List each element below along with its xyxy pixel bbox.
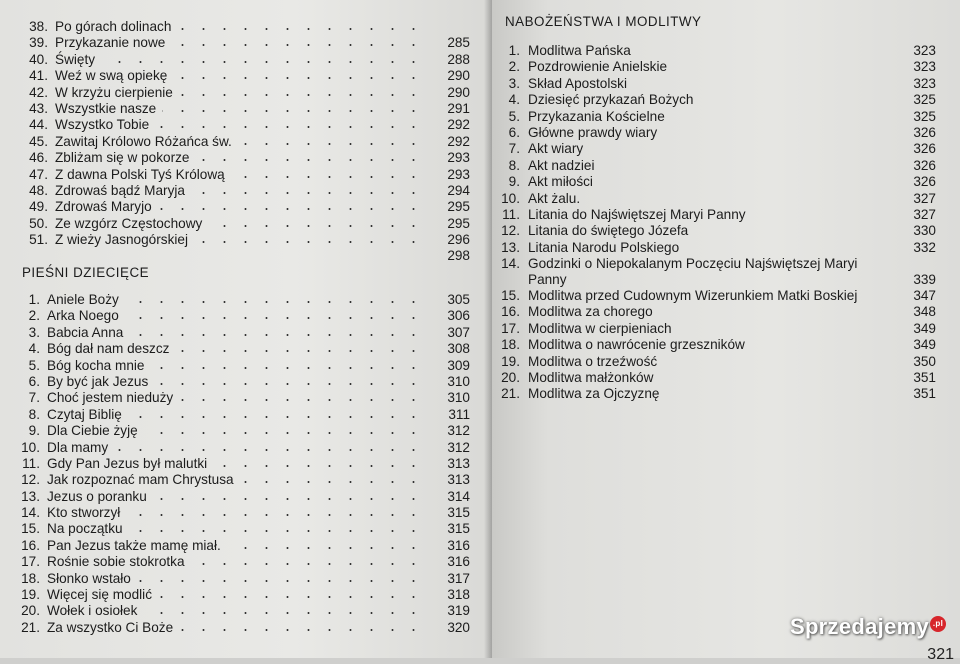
entry-title: Za wszystko Ci Boże [47, 619, 174, 635]
toc-entry [14, 325, 470, 341]
entry-page-number: 332 [913, 239, 936, 255]
entry-title: Litania do świętego Józefa [528, 223, 689, 239]
toc-entry [14, 358, 470, 374]
dot-leader [137, 580, 424, 582]
dot-leader [194, 241, 424, 243]
dot-leader [154, 383, 424, 385]
entry-page-number: 305 [447, 292, 470, 307]
entry-number: 3. [508, 75, 520, 91]
entry-page-number: 288 [447, 51, 470, 67]
toc-entry [492, 386, 936, 402]
entry-page-number: 317 [447, 570, 470, 586]
entry-title: Rośnie sobie stokrotka [47, 554, 185, 570]
entry-page-number: 285 [447, 35, 470, 51]
entry-number: 7. [508, 141, 520, 157]
section-heading-prayers: NABOŻEŃSTWA I MODLITWY [505, 14, 702, 29]
entry-number: 8. [28, 406, 40, 422]
entry-page-number: 298 [447, 248, 470, 264]
toc-entry [14, 620, 470, 636]
toc-entry [492, 223, 936, 239]
toc-entry [492, 92, 936, 108]
entry-title: Kto stworzył [47, 505, 121, 521]
entry-number: 44. [29, 117, 48, 133]
entry-page-number: 330 [913, 223, 936, 239]
entry-title: Z wieży Jasnogórskiej [55, 232, 188, 248]
entry-title: Modlitwa małżonków [528, 370, 654, 386]
entry-title: Święty [55, 51, 96, 67]
entry-title: Dla mamy [47, 439, 109, 455]
entry-title: Zdrowaś bądź Maryja [55, 182, 185, 198]
entry-page-number: 351 [913, 386, 936, 402]
entry-page-number: 326 [913, 174, 936, 190]
toc-entry [14, 587, 470, 603]
entry-title: By być jak Jezus [47, 373, 149, 389]
dot-leader [143, 612, 424, 614]
toc-entry [22, 199, 470, 215]
entry-title: Pozdrowienie Anielskie [528, 59, 668, 75]
entry-title: Aniele Boży [47, 292, 119, 307]
entry-number: 41. [29, 68, 48, 84]
entry-number: 14. [501, 256, 520, 272]
entry-page-number: 323 [913, 59, 936, 75]
entry-page-number: 309 [447, 357, 470, 373]
entry-number: 46. [29, 150, 48, 166]
entry-number: 11. [502, 206, 520, 222]
entry-page-number: 306 [447, 308, 470, 324]
corner-page-number: 321 [927, 646, 954, 663]
dot-leader [158, 596, 424, 598]
entry-title: Dziesięć przykazań Bożych [528, 92, 694, 108]
entry-number: 1. [28, 292, 40, 307]
dot-leader [208, 225, 424, 227]
entry-title: Weź w swą opiekę [55, 68, 168, 84]
dot-leader [125, 301, 424, 303]
entry-title: Akt nadziei [528, 157, 595, 173]
dot-leader [191, 192, 424, 194]
toc-entry [14, 407, 470, 423]
entry-page-number: 312 [447, 423, 470, 439]
toc-entry [492, 43, 936, 59]
entry-page-number: 295 [447, 215, 470, 231]
entry-page-number: 296 [447, 232, 470, 248]
entry-page-number: 294 [447, 182, 470, 198]
toc-entry [14, 390, 470, 406]
entry-title: Po górach dolinach [55, 19, 172, 34]
entry-page-number: 292 [447, 117, 470, 133]
entry-title: Jezus o poranku [47, 488, 147, 504]
toc-entry [492, 354, 936, 370]
entry-number: 42. [29, 84, 48, 100]
entry-number: 19. [501, 353, 520, 369]
childrens-songs-list [14, 292, 470, 636]
entry-title: Słonko wstało [47, 570, 131, 586]
entry-page-number: 312 [447, 439, 470, 455]
entry-title: Zdrowaś Maryjo [55, 199, 152, 215]
entry-number: 15. [21, 521, 40, 537]
entry-title: Akt żalu. [528, 190, 581, 206]
dot-leader [129, 530, 424, 532]
entry-title: Godzinki o Niepokalanym Poczęciu Najświętszej Maryi Panny [528, 256, 858, 288]
dot-leader [125, 317, 424, 319]
dot-leader [175, 350, 424, 352]
entry-title: Litania do Najświętszej Maryi Panny [528, 206, 746, 222]
entry-page-number: 307 [447, 324, 470, 340]
entry-page-number: 293 [447, 150, 470, 166]
entry-number: 19. [21, 587, 40, 603]
toc-entry [492, 191, 936, 207]
entry-number: 20. [21, 603, 40, 619]
entry-title: Wszystkie nasze [55, 100, 157, 116]
toc-entry [492, 337, 936, 353]
entry-title: Więcej się modlić [47, 587, 152, 603]
toc-entry [22, 216, 470, 232]
entry-title: Przykazania Kościelne [528, 108, 665, 124]
dot-leader [101, 61, 424, 63]
dot-leader [173, 77, 424, 79]
entry-number: 5. [508, 108, 520, 124]
entry-page-number: 349 [913, 320, 936, 336]
entry-title: Na początku [47, 521, 123, 537]
dot-leader [150, 367, 424, 369]
entry-title: Główne prawdy wiary [528, 124, 658, 140]
toc-entry [492, 207, 936, 223]
dot-leader [191, 563, 424, 565]
toc-entry [492, 76, 936, 92]
entry-title: Modlitwa o trzeźwość [528, 353, 658, 369]
toc-entry [492, 174, 936, 190]
entry-number: 39. [29, 35, 48, 51]
dot-leader [153, 498, 424, 500]
toc-entry [22, 35, 470, 51]
entry-number: 17. [21, 554, 40, 570]
entry-number: 2. [28, 308, 40, 324]
entry-page-number: 347 [913, 288, 936, 304]
entry-page-number: 313 [447, 455, 470, 471]
watermark-badge: .pl [930, 616, 946, 632]
entry-title: Pan Jezus także mamę miał. [47, 537, 221, 553]
toc-entry [14, 538, 470, 554]
dot-leader [155, 126, 424, 128]
toc-entry [22, 248, 470, 264]
entry-page-number: 349 [913, 337, 936, 353]
entry-page-number: 292 [447, 133, 470, 149]
entry-title: Modlitwa za chorego [528, 304, 653, 320]
entry-title: Jak rozpoznać mam Chrystusa [47, 472, 234, 488]
entry-number: 9. [508, 174, 520, 190]
toc-entry [14, 341, 470, 357]
toc-entry [14, 571, 470, 587]
entry-page-number: 327 [913, 206, 936, 222]
entry-title: Wołek i osiołek [47, 603, 138, 619]
entry-page-number: 339 [913, 272, 936, 288]
toc-entry [492, 304, 936, 320]
toc-entry [14, 472, 470, 488]
entry-number: 51. [29, 232, 48, 248]
entry-number: 43. [29, 100, 48, 116]
entry-page-number: 323 [913, 43, 936, 58]
entry-page-number: 319 [447, 603, 470, 619]
dot-leader [240, 481, 424, 483]
toc-entry [492, 288, 936, 304]
entry-page-number: 348 [913, 304, 936, 320]
entry-page-number: 325 [913, 108, 936, 124]
song-list-continued [22, 19, 470, 265]
entry-number: 5. [28, 357, 40, 373]
section-heading-childrens-songs: PIEŚNI DZIECIĘCE [22, 265, 150, 280]
toc-entry [22, 150, 470, 166]
toc-entry [22, 68, 470, 84]
entry-title: Modlitwa w cierpieniach [528, 320, 672, 336]
toc-entry [492, 59, 936, 75]
watermark-logo [790, 614, 946, 640]
entry-title: Gdy Pan Jezus był malutki [47, 455, 208, 471]
dot-leader [128, 416, 424, 418]
toc-entry [22, 232, 470, 248]
dot-leader [195, 159, 424, 161]
entry-number: 12. [21, 472, 40, 488]
entry-page-number: 290 [447, 68, 470, 84]
entry-number: 1. [508, 43, 520, 58]
entry-page-number: 310 [447, 390, 470, 406]
entry-page-number: 308 [447, 341, 470, 357]
entry-number: 9. [28, 423, 40, 439]
dot-leader [213, 465, 424, 467]
entry-page-number: 314 [447, 488, 470, 504]
entry-number: 15. [501, 288, 520, 304]
entry-page-number: 327 [913, 190, 936, 206]
entry-title: Czytaj Biblię [47, 406, 122, 422]
dot-leader [114, 449, 424, 451]
toc-entry [14, 440, 470, 456]
entry-page-number: 315 [447, 521, 470, 537]
entry-title: Akt miłości [528, 174, 593, 190]
entry-title: Bóg kocha mnie [47, 357, 145, 373]
entry-page-number: 326 [913, 157, 936, 173]
entry-number: 10. [21, 439, 40, 455]
toc-entry [14, 521, 470, 537]
entry-number: 48. [29, 182, 48, 198]
entry-page-number: 310 [447, 373, 470, 389]
toc-entry [492, 370, 936, 386]
entry-number: 21. [21, 619, 40, 635]
toc-entry [22, 183, 470, 199]
entry-number: 6. [28, 373, 40, 389]
toc-entry [492, 141, 936, 157]
entry-page-number: 326 [913, 124, 936, 140]
entry-number: 13. [21, 488, 40, 504]
entry-title: Arka Noego [47, 308, 119, 324]
dot-leader [227, 547, 424, 549]
entry-number: 4. [28, 341, 40, 357]
toc-entry [22, 117, 470, 133]
entry-number: 47. [29, 166, 48, 182]
toc-entry [22, 134, 470, 150]
toc-entry [492, 321, 936, 337]
dot-leader [158, 208, 424, 210]
entry-number: 18. [501, 337, 520, 353]
dot-leader [162, 110, 424, 112]
entry-number: 13. [501, 239, 520, 255]
entry-number: 12. [501, 223, 520, 239]
entry-title: Babcia Anna [47, 324, 124, 340]
dot-leader [179, 94, 424, 96]
dot-leader [126, 514, 424, 516]
entry-page-number: 351 [913, 370, 936, 386]
entry-number: 2. [508, 59, 520, 75]
toc-entry [14, 603, 470, 619]
entry-page-number: 350 [913, 353, 936, 369]
entry-number: 45. [29, 133, 48, 149]
dot-leader [238, 143, 424, 145]
entry-page-number: 316 [447, 554, 470, 570]
entry-page-number: 311 [448, 406, 470, 422]
entry-title: Zbliżam się w pokorze [55, 150, 190, 166]
entry-number: 49. [29, 199, 48, 215]
entry-page-number: 323 [913, 75, 936, 91]
entry-number: 21. [501, 386, 520, 402]
entry-page-number: 320 [447, 619, 470, 635]
entry-number: 50. [29, 215, 48, 231]
toc-entry [22, 85, 470, 101]
entry-page-number: 326 [913, 141, 936, 157]
toc-entry [492, 240, 936, 256]
toc-entry [492, 109, 936, 125]
entry-page-number: 291 [447, 100, 470, 116]
entry-page-number: 313 [447, 472, 470, 488]
right-page [492, 0, 960, 663]
entry-page-number: 325 [913, 92, 936, 108]
toc-entry [14, 456, 470, 472]
watermark-text: Sprzedajemy [789, 614, 929, 639]
toc-entry [492, 158, 936, 174]
entry-title: Dla Ciebie żyję [47, 423, 138, 439]
entry-page-number: 290 [447, 84, 470, 100]
dot-leader [231, 176, 424, 178]
entry-title: Wszystko Tobie [55, 117, 150, 133]
toc-entry [22, 19, 470, 35]
entry-number: 7. [28, 390, 40, 406]
toc-entry [14, 423, 470, 439]
entry-number: 3. [28, 324, 40, 340]
dot-leader [179, 399, 424, 401]
entry-title: Bóg dał nam deszcz [47, 341, 170, 357]
prayers-list [492, 43, 936, 403]
entry-number: 17. [501, 320, 520, 336]
dot-leader [179, 629, 424, 631]
dot-leader [171, 44, 424, 46]
entry-title: Z dawna Polski Tyś Królową [55, 166, 225, 182]
entry-page-number: 316 [447, 537, 470, 553]
toc-entry [492, 125, 936, 141]
entry-page-number: 295 [447, 199, 470, 215]
toc-entry [22, 101, 470, 117]
toc-entry [14, 292, 470, 308]
entry-number: 18. [21, 570, 40, 586]
entry-title: Ze wzgórz Częstochowy [55, 215, 203, 231]
entry-number: 40. [29, 51, 48, 67]
entry-title: Modlitwa przed Cudownym Wizerunkiem Matki Boskiej [528, 288, 858, 304]
toc-entry [14, 489, 470, 505]
entry-number: 16. [501, 304, 520, 320]
dot-leader [177, 28, 424, 30]
toc-entry [14, 308, 470, 324]
toc-entry [22, 167, 470, 183]
toc-entry [492, 256, 936, 288]
entry-number: 6. [508, 124, 520, 140]
entry-number: 8. [508, 157, 520, 173]
entry-number: 16. [21, 537, 40, 553]
entry-title: Akt wiary [528, 141, 584, 157]
entry-number: 4. [508, 92, 520, 108]
toc-entry [14, 374, 470, 390]
toc-entry [22, 52, 470, 68]
toc-entry [14, 554, 470, 570]
entry-page-number: 293 [447, 166, 470, 182]
entry-title: Modlitwa za Ojczyznę [528, 386, 660, 402]
entry-number: 11. [22, 455, 40, 471]
entry-title: Litania Narodu Polskiego [528, 239, 680, 255]
entry-number: 20. [501, 370, 520, 386]
entry-number: 10. [501, 190, 520, 206]
entry-number: 14. [21, 505, 40, 521]
entry-title: Zawitaj Królowo Różańca św. [55, 133, 232, 149]
entry-title: Modlitwa Pańska [528, 43, 631, 58]
dot-leader [129, 334, 424, 336]
dot-leader [144, 432, 424, 434]
entry-title: Skład Apostolski [528, 75, 627, 91]
entry-title: W krzyżu cierpienie [55, 84, 173, 100]
entry-title: Choć jestem nieduży [47, 390, 174, 406]
entry-page-number: 315 [447, 505, 470, 521]
entry-title: Modlitwa o nawrócenie grzeszników [528, 337, 745, 353]
entry-page-number: 318 [447, 587, 470, 603]
entry-number: 38. [29, 19, 48, 34]
toc-entry [14, 505, 470, 521]
entry-title: Przykazanie nowe [55, 35, 166, 51]
